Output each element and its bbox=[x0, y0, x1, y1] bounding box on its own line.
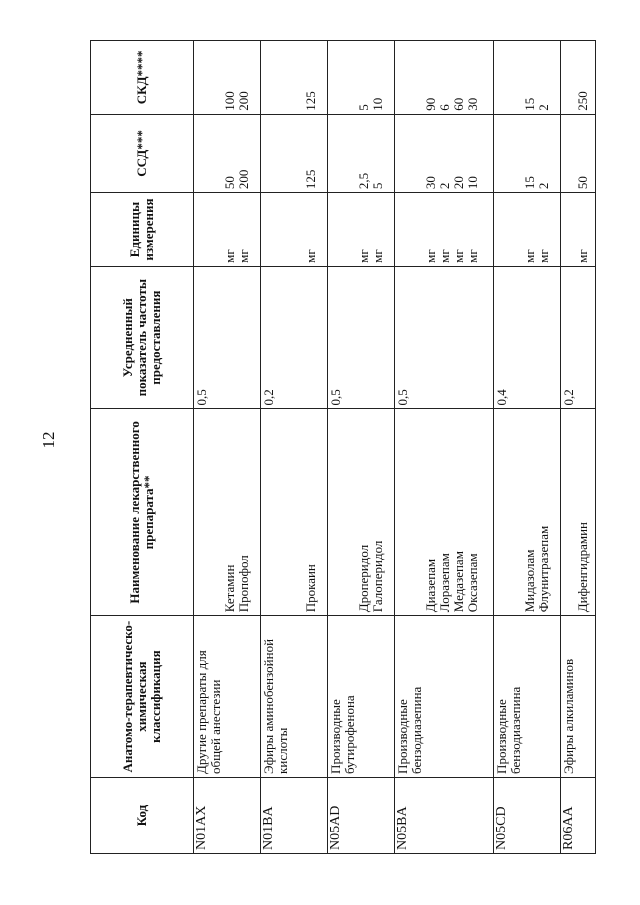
unit-cell bbox=[328, 193, 395, 267]
unit-value: мг bbox=[535, 249, 551, 263]
drug-cell bbox=[261, 409, 328, 616]
drug-name: Дифенгидрамин bbox=[574, 522, 590, 613]
table-row bbox=[194, 41, 261, 854]
skd-value: 30 bbox=[465, 97, 480, 111]
code-cell: N05CD bbox=[493, 777, 560, 853]
unit-value: мг bbox=[356, 249, 371, 263]
ssd-value: 5 bbox=[370, 182, 385, 190]
skd-cell bbox=[395, 41, 494, 115]
page-number: 12 bbox=[39, 431, 58, 449]
unit-cell bbox=[261, 193, 328, 267]
table-row bbox=[261, 41, 328, 854]
skd-value: 10 bbox=[370, 97, 385, 111]
unit-cell bbox=[560, 193, 595, 267]
ssd-value: 15 bbox=[521, 176, 537, 190]
frequency-cell: 0,2 bbox=[560, 266, 595, 409]
header-atc: Анатомо-терапевтическо-химическая классификация bbox=[91, 616, 194, 778]
code-cell: R06AA bbox=[560, 777, 595, 853]
code-cell: N05AD bbox=[328, 777, 395, 853]
rotated-page-content bbox=[90, 40, 596, 854]
skd-value: 90 bbox=[423, 97, 438, 111]
code-cell: N05BA bbox=[395, 777, 494, 853]
unit-value: мг bbox=[465, 249, 480, 263]
table-row bbox=[493, 41, 560, 854]
drug-table bbox=[90, 40, 596, 854]
ssd-cell bbox=[560, 114, 595, 192]
header-ssd: ССД*** bbox=[91, 114, 194, 192]
atc-cell: Производные бензодиазепина bbox=[395, 616, 494, 778]
skd-value: 2 bbox=[535, 104, 551, 111]
atc-cell: Эфиры алкиламинов bbox=[560, 616, 595, 778]
skd-cell bbox=[560, 41, 595, 115]
header-unit: Единицы измерения bbox=[91, 193, 194, 267]
skd-value: 250 bbox=[574, 91, 590, 111]
table-header-row bbox=[91, 41, 194, 854]
ssd-value: 30 bbox=[423, 176, 438, 190]
drug-cell bbox=[493, 409, 560, 616]
atc-cell: Производные бензодиазепина bbox=[493, 616, 560, 778]
unit-cell bbox=[395, 193, 494, 267]
unit-cell bbox=[194, 193, 261, 267]
table-row bbox=[560, 41, 595, 854]
frequency-cell: 0,5 bbox=[395, 266, 494, 409]
drug-name: Медазепам bbox=[451, 551, 466, 613]
drug-name: Флунитразепам bbox=[535, 525, 551, 613]
frequency-cell: 0,2 bbox=[261, 266, 328, 409]
unit-value: мг bbox=[222, 249, 237, 263]
skd-value: 15 bbox=[521, 97, 537, 111]
skd-cell bbox=[261, 41, 328, 115]
ssd-cell bbox=[493, 114, 560, 192]
drug-cell bbox=[560, 409, 595, 616]
unit-cell bbox=[493, 193, 560, 267]
unit-value: мг bbox=[521, 249, 537, 263]
header-code: Код bbox=[91, 777, 194, 853]
skd-value: 100 bbox=[222, 91, 237, 111]
atc-cell: Другие препараты для общей анестезии bbox=[194, 616, 261, 778]
drug-cell bbox=[328, 409, 395, 616]
skd-value: 125 bbox=[303, 91, 318, 111]
frequency-cell: 0,5 bbox=[194, 266, 261, 409]
code-cell: N01BA bbox=[261, 777, 328, 853]
skd-cell bbox=[493, 41, 560, 115]
unit-value: мг bbox=[451, 249, 466, 263]
ssd-value: 125 bbox=[303, 169, 318, 190]
drug-name: Диазепам bbox=[423, 558, 438, 613]
ssd-cell bbox=[261, 114, 328, 192]
ssd-value: 50 bbox=[574, 176, 590, 190]
skd-value: 200 bbox=[236, 91, 251, 111]
ssd-value: 2,5 bbox=[356, 172, 371, 190]
skd-value: 60 bbox=[451, 97, 466, 111]
drug-name: Пропофол bbox=[236, 555, 251, 613]
frequency-cell: 0,4 bbox=[493, 266, 560, 409]
header-skd: СКД**** bbox=[91, 41, 194, 115]
ssd-value: 2 bbox=[437, 182, 452, 190]
drug-name: Мидазолам bbox=[521, 549, 537, 613]
drug-name: Прокаин bbox=[303, 564, 318, 613]
skd-value: 6 bbox=[437, 104, 452, 111]
frequency-cell: 0,5 bbox=[328, 266, 395, 409]
unit-value: мг bbox=[303, 249, 318, 263]
header-drug: Наименование лекарственного препарата** bbox=[91, 409, 194, 616]
unit-value: мг bbox=[423, 249, 438, 263]
drug-name: Лоразепам bbox=[437, 553, 452, 613]
drug-name: Оксазепам bbox=[465, 553, 480, 613]
ssd-value: 2 bbox=[535, 182, 551, 190]
ssd-value: 50 bbox=[222, 176, 237, 190]
unit-value: мг bbox=[236, 249, 251, 263]
ssd-value: 20 bbox=[451, 176, 466, 190]
unit-value: мг bbox=[437, 249, 452, 263]
atc-cell: Производные бутирофенона bbox=[328, 616, 395, 778]
ssd-value: 200 bbox=[236, 169, 251, 190]
drug-cell bbox=[395, 409, 494, 616]
ssd-cell bbox=[328, 114, 395, 192]
table-row bbox=[328, 41, 395, 854]
header-frequency: Усредненный показатель частоты предоставления bbox=[91, 266, 194, 409]
table-row bbox=[395, 41, 494, 854]
drug-name: Дроперидол bbox=[356, 544, 371, 613]
unit-value: мг bbox=[370, 249, 385, 263]
drug-cell bbox=[194, 409, 261, 616]
drug-name: Кетамин bbox=[222, 564, 237, 613]
ssd-cell bbox=[395, 114, 494, 192]
skd-cell bbox=[194, 41, 261, 115]
skd-cell bbox=[328, 41, 395, 115]
ssd-value: 10 bbox=[465, 176, 480, 190]
atc-cell: Эфиры аминобензойной кислоты bbox=[261, 616, 328, 778]
unit-value: мг bbox=[574, 249, 590, 263]
skd-value: 5 bbox=[356, 104, 371, 111]
code-cell: N01AX bbox=[194, 777, 261, 853]
drug-name: Галоперидол bbox=[370, 540, 385, 613]
ssd-cell bbox=[194, 114, 261, 192]
